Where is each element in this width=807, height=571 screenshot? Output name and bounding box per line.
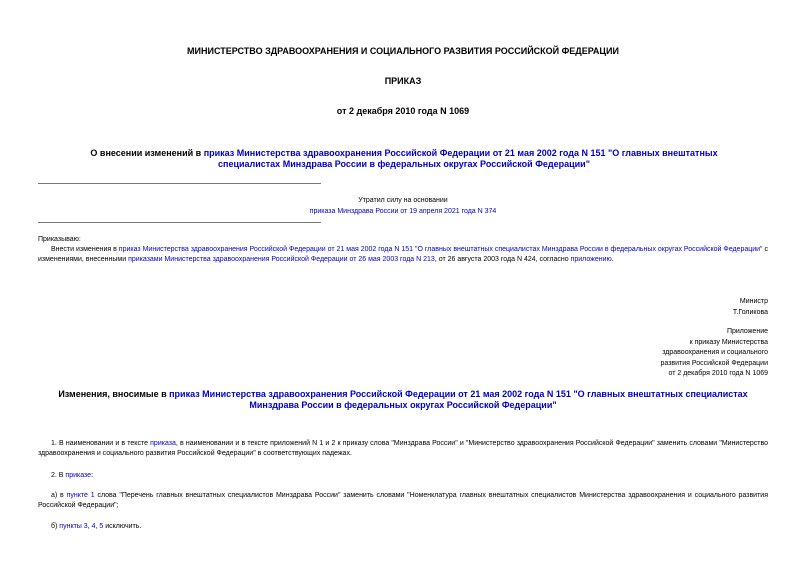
item-a-text-b: слова "Перечень главных внештатных специалистов Минздрава России" заменить словами "Номенклатура главных внештатных специалистов Министерства здравоохранения и социального развития Российской Федерации"; <box>38 492 768 509</box>
appendix-line5: от 2 декабря 2010 года N 1069 <box>668 370 768 377</box>
order-text-mid2: , от 26 августа 2003 года N 424, согласно <box>434 255 571 263</box>
signature-block <box>733 297 768 318</box>
item-2 <box>38 471 768 481</box>
document-title <box>60 148 748 170</box>
appendix-line4: развития Российской Федерации <box>660 359 768 367</box>
item-a-link[interactable]: пункте 1 <box>66 492 95 499</box>
status-block <box>260 208 546 215</box>
appendix-line2: к приказу Министерства <box>689 338 768 346</box>
item-1 <box>38 439 768 458</box>
divider-bottom <box>38 222 321 223</box>
item-b-text-a: б) <box>51 523 60 530</box>
appendix-title-link[interactable]: приказ Министерства здравоохранения Российской Федерации от 21 мая 2002 года N 151 "О главных внештатных специалистах Минздрава России в федеральных округах Российской Федерации" <box>169 389 748 410</box>
appendix-title-prefix: Изменения, вносимые в <box>58 389 170 399</box>
appendix-header <box>660 327 768 380</box>
item-a-text-a: а) в <box>51 492 67 499</box>
item-2-link[interactable]: приказе <box>65 472 92 479</box>
signature-position: Министр <box>739 298 768 305</box>
item-b-link-5[interactable]: 5 <box>99 523 104 530</box>
ministry-heading: МИНИСТЕРСТВО ЗДРАВООХРАНЕНИЯ И СОЦИАЛЬНОГО РАЗВИТИЯ РОССИЙСКОЙ ФЕДЕРАЦИИ <box>187 46 619 56</box>
item-1-text-b: , в наименовании и в тексте приложений N 1 и 2 к приказу слова "Минздрава России" и "Министерство здравоохранения Российской Федерации" заменить словами "Министерство здравоохранения и социального развития Российской Федерации" в соответствующих падежах. <box>38 440 768 457</box>
order-link-amendments[interactable]: приказами Министерства здравоохранения Российской Федерации от 26 мая 2003 года N 213 <box>128 255 435 263</box>
order-paragraph <box>38 245 768 264</box>
item-b-text-b: исключить. <box>103 523 142 530</box>
item-b-link-4[interactable]: 4 <box>91 523 96 530</box>
signature-name: Т.Голикова <box>732 308 768 316</box>
order-text-mid: с изменениями, внесенными <box>38 246 769 263</box>
item-b-sep-2: , <box>95 523 100 530</box>
doc-type-heading: ПРИКАЗ <box>384 76 422 86</box>
appendix-line3: здравоохранения и социального <box>662 349 768 356</box>
order-link-appendix[interactable]: приложению <box>570 255 612 263</box>
doc-date-number: от 2 декабря 2010 года N 1069 <box>336 106 470 116</box>
order-intro: Приказываю: <box>38 236 81 243</box>
order-link-main[interactable]: приказ Министерства здравоохранения Российской Федерации от 21 мая 2002 года N 151 "О главных внештатных специалистах Минздрава России в федеральных округах Российской Федерации" <box>118 246 763 253</box>
item-2-text-b: : <box>91 472 94 479</box>
appendix-line1: Приложение <box>726 328 768 335</box>
order-text-end: . <box>611 255 614 263</box>
repeal-link[interactable]: приказа Минздрава России от 19 апреля 2021 года N 374 <box>309 208 497 215</box>
appendix-title <box>38 389 768 411</box>
item-a <box>38 491 768 510</box>
title-link[interactable]: приказ Министерства здравоохранения Российской Федерации от 21 мая 2002 года N 151 "О главных внештатных специалистах Минздрава России в федеральных округах Российской Федерации" <box>203 148 718 169</box>
item-b <box>38 522 768 532</box>
status-line1: Утратил силу на основании <box>358 197 448 204</box>
item-2-text-a: 2. В <box>51 472 66 479</box>
order-text-prefix: Внести изменения в <box>51 246 119 253</box>
divider-top <box>38 183 321 184</box>
item-b-link-3[interactable]: пункты 3 <box>59 523 88 530</box>
item-1-text-a: 1. В наименовании и в тексте <box>51 440 151 447</box>
item-1-link[interactable]: приказа <box>150 440 176 447</box>
item-b-sep-1: , <box>87 523 92 530</box>
title-prefix: О внесении изменений в <box>90 148 204 158</box>
